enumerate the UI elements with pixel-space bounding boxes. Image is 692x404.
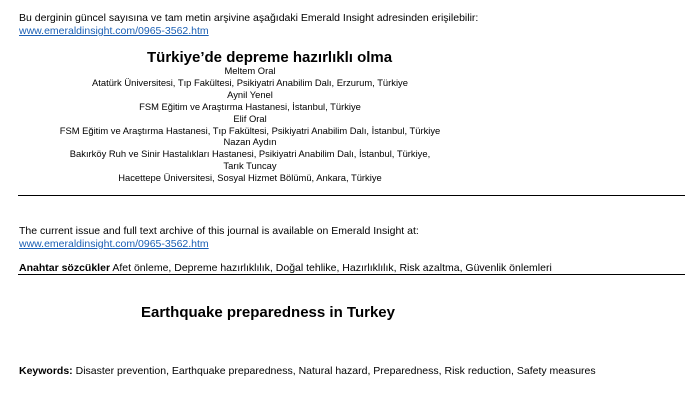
english-keywords-text: Disaster prevention, Earthquake preparedness, Natural hazard, Preparedness, Risk reduction, Safety measures — [75, 365, 596, 377]
english-title: Earthquake preparedness in Turkey — [141, 304, 395, 321]
section-divider-top — [18, 195, 685, 196]
en-emerald-link[interactable]: www.emeraldinsight.com/0965-3562.htm — [19, 238, 209, 250]
author-name: Tarık Tuncay — [223, 160, 277, 172]
author-name: Nazan Aydın — [223, 136, 277, 148]
turkish-keywords-label: Anahtar sözcükler — [19, 262, 111, 274]
author-affiliation: Bakırköy Ruh ve Sinir Hastalıkları Hastanesi, Psikiyatri Anabilim Dalı, İstanbul, Türkiye, — [69, 148, 431, 160]
author-affiliation: FSM Eğitim ve Araştırma Hastanesi, Tıp Fakültesi, Psikiyatri Anabilim Dalı, İstanbul, Türkiye — [59, 124, 441, 136]
author-affiliation: FSM Eğitim ve Araştırma Hastanesi, İstanbul, Türkiye — [139, 100, 361, 112]
author-name: Meltem Oral — [224, 65, 276, 76]
tr-emerald-link[interactable]: www.emeraldinsight.com/0965-3562.htm — [19, 25, 209, 37]
author-name: Elif Oral — [233, 112, 267, 124]
turkish-title: Türkiye’de depreme hazırlıklı olma — [147, 49, 393, 66]
english-keywords-label: Keywords: — [19, 365, 73, 377]
turkish-keywords-text: Afet önleme, Depreme hazırlıklılık, Doğal tehlike, Hazırlıklılık, Risk azaltma, Güvenlik önlemleri — [112, 262, 552, 274]
author-affiliation: Atatürk Üniversitesi, Tıp Fakültesi, Psikiyatri Anabilim Dalı, Erzurum, Türkiye — [92, 76, 408, 88]
en-access-notice: The current issue and full text archive of this journal is available on Emerald Insight at: — [19, 225, 419, 237]
english-keywords — [19, 365, 596, 378]
section-divider-keywords — [18, 274, 685, 275]
author-affiliation: Hacettepe Üniversitesi, Sosyal Hizmet Bölümü, Ankara, Türkiye — [118, 172, 382, 184]
author-block — [0, 65, 500, 184]
tr-access-notice: Bu derginin güncel sayısına ve tam metin arşivine aşağıdaki Emerald Insight adresinden erişilebilir: — [19, 12, 479, 24]
author-name: Aynil Yenel — [227, 88, 273, 100]
